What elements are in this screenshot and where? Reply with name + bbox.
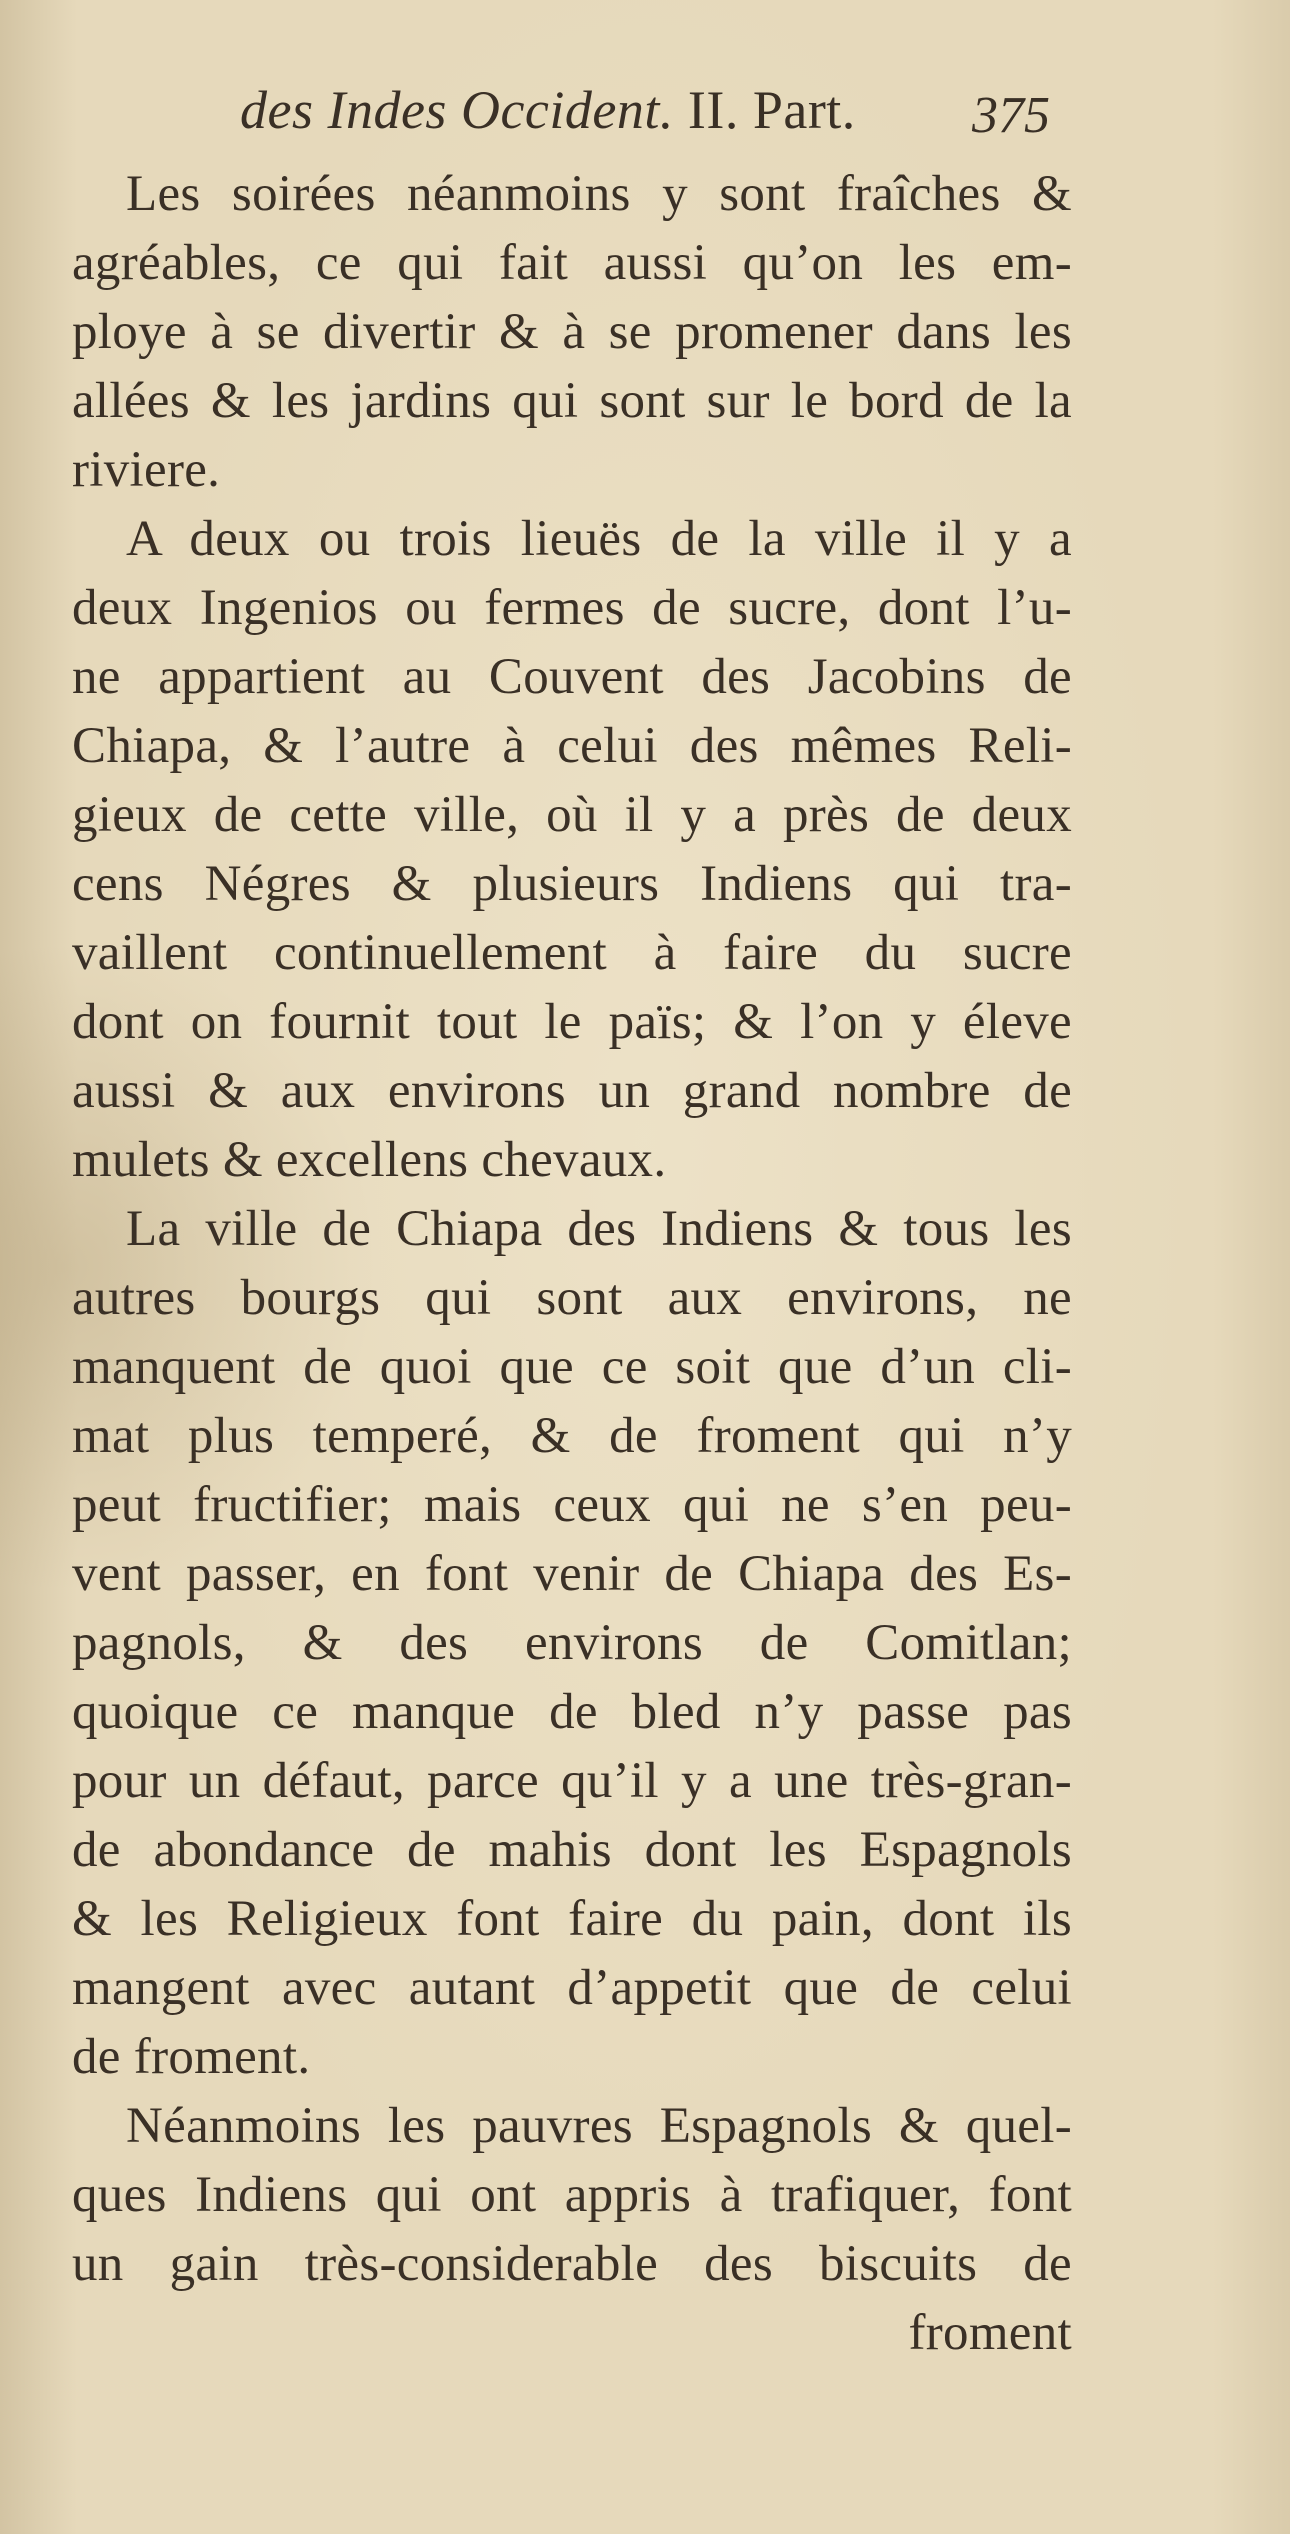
text-line: gieux de cette ville, où il y a près de deux (72, 787, 1072, 843)
text-line: de froment. (72, 2029, 311, 2085)
text-line: & les Religieux font faire du pain, dont ils (72, 1891, 1072, 1947)
text-line: allées & les jardins qui sont sur le bord de la (72, 373, 1072, 429)
text-line: ne appartient au Couvent des Jacobins de (72, 649, 1072, 705)
text-line: ques Indiens qui ont appris à trafiquer, font (72, 2167, 1072, 2223)
text-line: Néanmoins les pauvres Espagnols & quel- (126, 2098, 1072, 2154)
text-line: vaillent continuellement à faire du sucre (72, 925, 1072, 981)
text-line: pagnols, & des environs de Comitlan; (72, 1615, 1072, 1671)
text-line: peut fructifier; mais ceux qui ne s’en peu- (72, 1477, 1072, 1533)
text-line: de abondance de mahis dont les Espagnols (72, 1822, 1072, 1878)
text-line: dont on fournit tout le païs; & l’on y éleve (72, 994, 1072, 1050)
text-line: La ville de Chiapa des Indiens & tous les (126, 1201, 1072, 1257)
page-number: 375 (972, 87, 1050, 144)
text-line: aussi & aux environs un grand nombre de (72, 1063, 1072, 1119)
text-line: autres bourgs qui sont aux environs, ne (72, 1270, 1072, 1326)
text-line: Les soirées néanmoins y sont fraîches & (126, 166, 1072, 222)
text-line: agréables, ce qui fait aussi qu’on les em- (72, 235, 1072, 291)
text-line: pour un défaut, parce qu’il y a une très-gran- (72, 1753, 1072, 1809)
running-title (240, 70, 856, 150)
text-line: ploye à se divertir & à se promener dans les (72, 304, 1072, 360)
catchword: froment (908, 2305, 1072, 2361)
text-line: riviere. (72, 442, 221, 498)
text-line: mat plus temperé, & de froment qui n’y (72, 1408, 1072, 1464)
text-line: Chiapa, & l’autre à celui des mêmes Reli- (72, 718, 1072, 774)
running-head (72, 70, 1072, 150)
text-line: un gain très-considerable des biscuits de (72, 2236, 1072, 2292)
body-text (72, 160, 1072, 2368)
text-line: vent passer, en font venir de Chiapa des Es- (72, 1546, 1072, 1602)
text-line: manquent de quoi que ce soit que d’un cli- (72, 1339, 1072, 1395)
text-line: deux Ingenios ou fermes de sucre, dont l’u- (72, 580, 1072, 636)
running-title-italic: des Indes Occident. (240, 80, 674, 140)
text-line: quoique ce manque de bled n’y passe pas (72, 1684, 1072, 1740)
text-line: mangent avec autant d’appetit que de celui (72, 1960, 1072, 2016)
text-line: A deux ou trois lieuës de la ville il y a (126, 511, 1072, 567)
text-line: cens Négres & plusieurs Indiens qui tra- (72, 856, 1072, 912)
text-line: mulets & excellens chevaux. (72, 1132, 667, 1188)
book-page (72, 70, 1072, 2490)
running-title-part: II. Part. (673, 80, 856, 140)
